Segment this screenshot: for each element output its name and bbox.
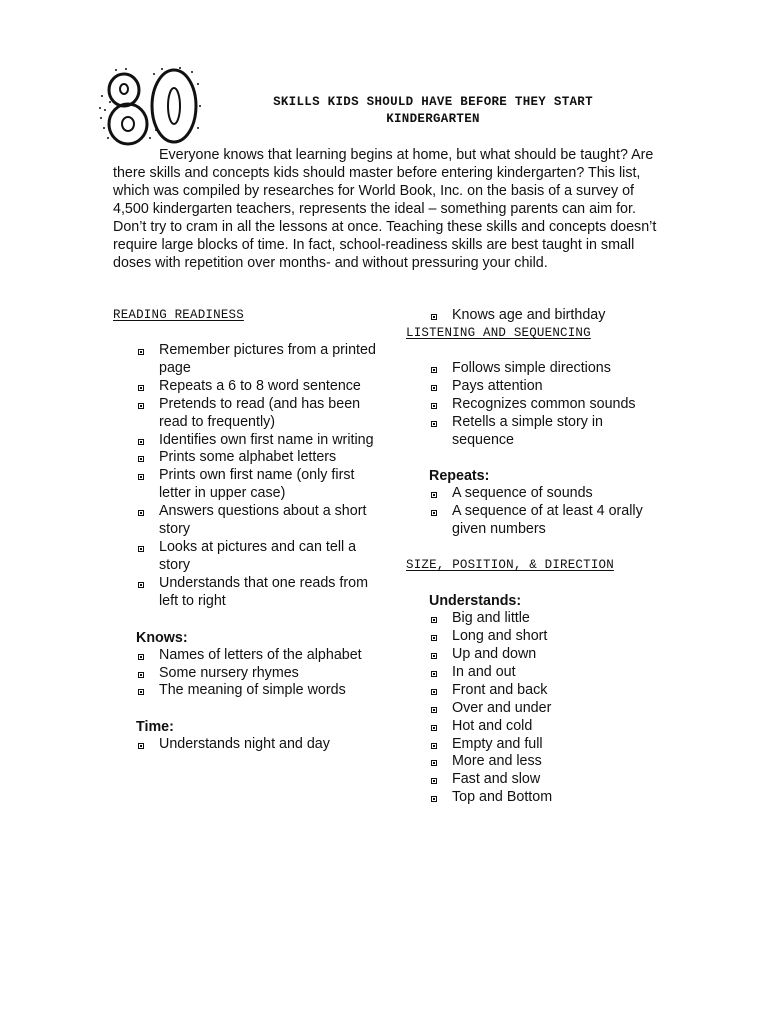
understands-label: Understands: bbox=[429, 593, 522, 610]
checkbox-bullet-icon bbox=[431, 617, 437, 623]
checkbox-bullet-icon bbox=[138, 403, 144, 409]
list-item: Understands that one reads from left to right bbox=[113, 575, 383, 611]
reading-readiness-list bbox=[113, 342, 383, 611]
list-item: Some nursery rhymes bbox=[113, 665, 383, 683]
list-item: Names of letters of the alphabet bbox=[113, 647, 383, 665]
left-column bbox=[113, 307, 383, 754]
list-item: Empty and full bbox=[406, 736, 656, 754]
checkbox-bullet-icon bbox=[431, 510, 437, 516]
time-list bbox=[113, 736, 383, 754]
list-item: Remember pictures from a printed page bbox=[113, 342, 383, 378]
intro-paragraph bbox=[113, 146, 658, 272]
list-item: Top and Bottom bbox=[406, 789, 656, 807]
checkbox-bullet-icon bbox=[138, 654, 144, 660]
title-line-2: KINDERGARTEN bbox=[386, 112, 480, 126]
list-item: Answers questions about a short story bbox=[113, 503, 383, 539]
understands-list bbox=[406, 610, 656, 807]
listening-list bbox=[406, 360, 656, 450]
checkbox-bullet-icon bbox=[431, 689, 437, 695]
checkbox-bullet-icon bbox=[431, 707, 437, 713]
checkbox-bullet-icon bbox=[138, 456, 144, 462]
checkbox-bullet-icon bbox=[138, 510, 144, 516]
checkbox-bullet-icon bbox=[431, 635, 437, 641]
checkbox-bullet-icon bbox=[138, 439, 144, 445]
checkbox-bullet-icon bbox=[138, 743, 144, 749]
checkbox-bullet-icon bbox=[138, 689, 144, 695]
checkbox-bullet-icon bbox=[431, 421, 437, 427]
checkbox-bullet-icon bbox=[138, 582, 144, 588]
checkbox-bullet-icon bbox=[431, 492, 437, 498]
repeats-label: Repeats: bbox=[429, 468, 490, 485]
checkbox-bullet-icon bbox=[431, 671, 437, 677]
list-item: Recognizes common sounds bbox=[406, 396, 656, 414]
list-item: Understands night and day bbox=[113, 736, 383, 754]
list-item: Hot and cold bbox=[406, 718, 656, 736]
list-item: Follows simple directions bbox=[406, 360, 656, 378]
list-item: Pays attention bbox=[406, 378, 656, 396]
checkbox-bullet-icon bbox=[431, 743, 437, 749]
number-80-logo bbox=[96, 66, 206, 148]
checkbox-bullet-icon bbox=[138, 385, 144, 391]
time-label: Time: bbox=[136, 719, 174, 736]
list-item: Repeats a 6 to 8 word sentence bbox=[113, 378, 383, 396]
list-item: The meaning of simple words bbox=[113, 682, 383, 700]
checkbox-bullet-icon bbox=[431, 760, 437, 766]
list-item: Big and little bbox=[406, 610, 656, 628]
list-item: Identifies own first name in writing bbox=[113, 432, 383, 450]
list-item: A sequence of sounds bbox=[406, 485, 656, 503]
repeats-list bbox=[406, 485, 656, 539]
title-line-1: SKILLS KIDS SHOULD HAVE BEFORE THEY START bbox=[273, 95, 593, 109]
right-column bbox=[406, 307, 656, 807]
list-item: Over and under bbox=[406, 700, 656, 718]
intro-text: Everyone knows that learning begins at home, but what should be taught? Are there skills and concepts kids should master before entering kindergarten? This list, which was compiled by researches for World Book, Inc. on the basis of a survey of 4,500 kindergarten teachers, represents the ideal – something parents can aim for. Don’t try to cram in all the lessons at once. Teaching these skills and concepts doesn’t require large blocks of time. In fact, school-readiness skills are best taught in small doses with repetition over months- and without pressuring your child. bbox=[113, 147, 657, 271]
list-item: Front and back bbox=[406, 682, 656, 700]
listening-sequencing-heading: LISTENING AND SEQUENCING bbox=[406, 325, 591, 340]
checkbox-bullet-icon bbox=[431, 403, 437, 409]
list-item: Knows age and birthday bbox=[406, 307, 656, 325]
checkbox-bullet-icon bbox=[431, 385, 437, 391]
list-item: More and less bbox=[406, 753, 656, 771]
knows-label: Knows: bbox=[136, 629, 188, 646]
list-item: Prints own first name (only first letter in upper case) bbox=[113, 467, 383, 503]
list-item: Retells a simple story in sequence bbox=[406, 414, 656, 450]
checkbox-bullet-icon bbox=[431, 367, 437, 373]
list-item: Long and short bbox=[406, 628, 656, 646]
checkbox-bullet-icon bbox=[138, 349, 144, 355]
reading-readiness-heading: READING READINESS bbox=[113, 308, 244, 322]
right-top-list bbox=[406, 307, 656, 325]
checkbox-bullet-icon bbox=[138, 672, 144, 678]
checkbox-bullet-icon bbox=[431, 725, 437, 731]
list-item: Looks at pictures and can tell a story bbox=[113, 539, 383, 575]
knows-list bbox=[113, 647, 383, 701]
list-item: Up and down bbox=[406, 646, 656, 664]
list-item: A sequence of at least 4 orally given numbers bbox=[406, 503, 656, 539]
checkbox-bullet-icon bbox=[431, 653, 437, 659]
checkbox-bullet-icon bbox=[138, 474, 144, 480]
size-position-direction-heading: SIZE, POSITION, & DIRECTION bbox=[406, 558, 614, 573]
checkbox-bullet-icon bbox=[138, 546, 144, 552]
list-item: In and out bbox=[406, 664, 656, 682]
list-item: Fast and slow bbox=[406, 771, 656, 789]
checkbox-bullet-icon bbox=[431, 778, 437, 784]
checkbox-bullet-icon bbox=[431, 314, 437, 320]
page-title bbox=[218, 94, 648, 128]
checkbox-bullet-icon bbox=[431, 796, 437, 802]
list-item: Pretends to read (and has been read to frequently) bbox=[113, 396, 383, 432]
list-item: Prints some alphabet letters bbox=[113, 449, 383, 467]
